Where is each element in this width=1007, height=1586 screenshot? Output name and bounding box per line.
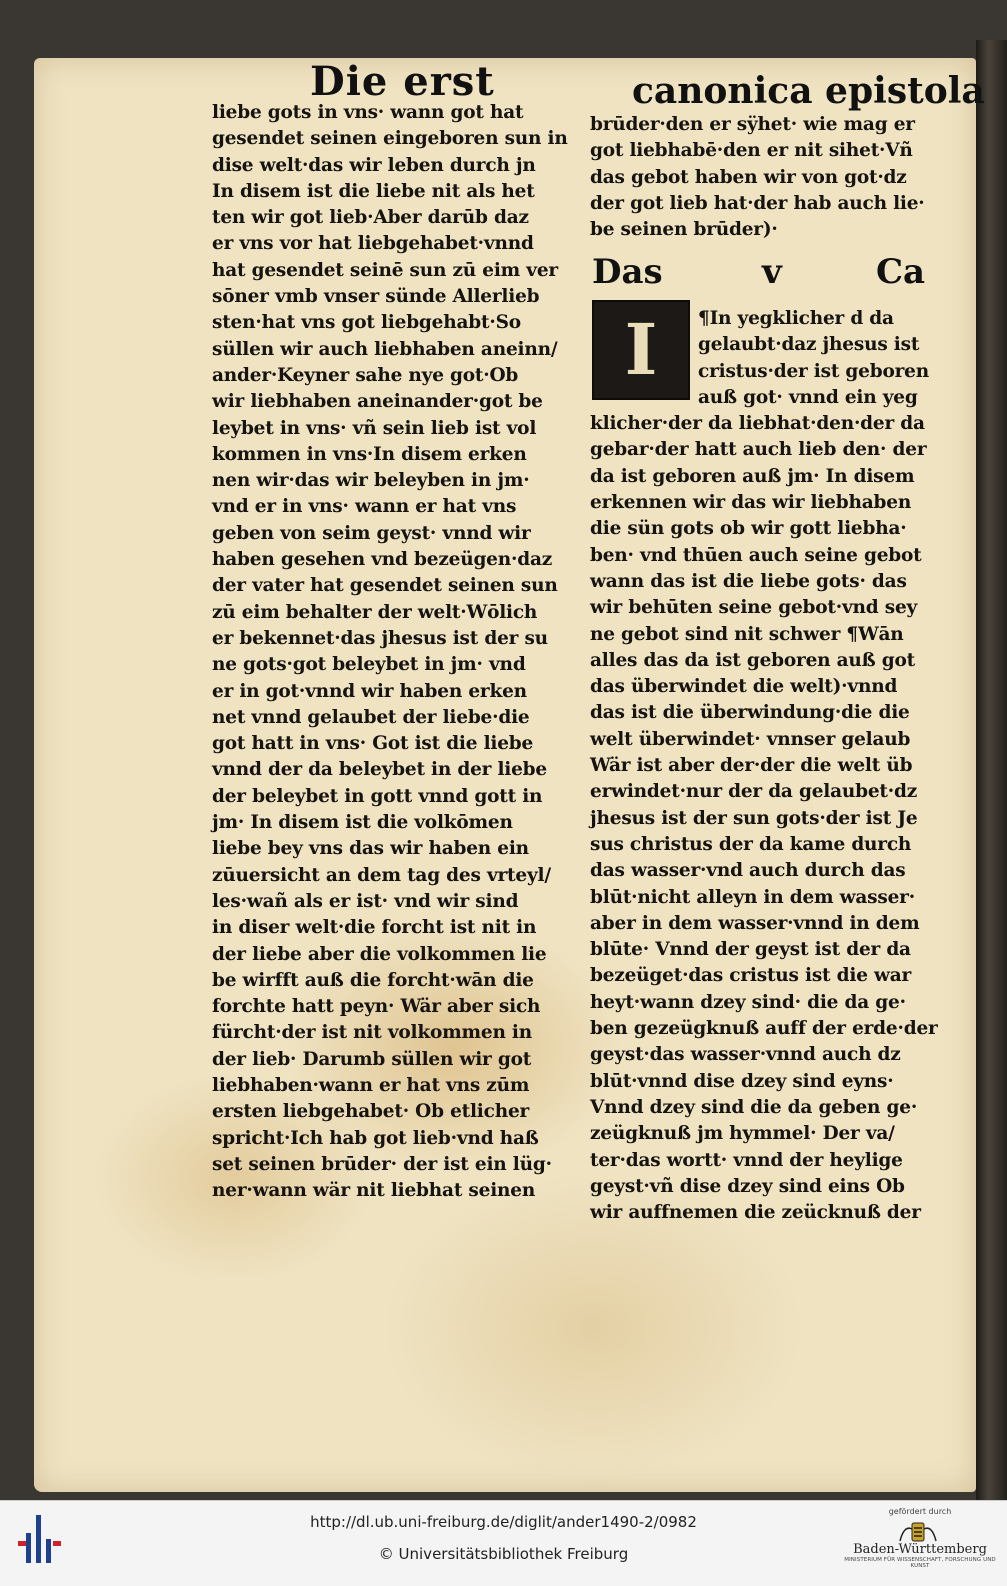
right-column-body-line: gebar·der hatt auch lieb den· der	[590, 439, 927, 461]
left-column-line: les·wañ als er ist· vnd wir sind	[212, 890, 519, 912]
left-column-line: fürcht·der ist nit volkommen in	[212, 1022, 533, 1044]
right-column-body-line: wir auffnemen die zeücknuß der	[590, 1202, 921, 1224]
state-crest-icon	[888, 1521, 948, 1545]
right-column-body-line: die sün gots ob wir gott liebha·	[590, 518, 907, 540]
right-column-body-line: zeügknuß jm hymmel· Der va/	[590, 1123, 895, 1145]
ministry-name: MINISTERIUM FÜR WISSENSCHAFT, FORSCHUNG UND KUNST	[844, 1557, 996, 1569]
right-column-body-line: klicher·der da liebhat·den·der da	[590, 413, 925, 435]
right-column-body-line: alles das da ist geboren auß got	[590, 649, 915, 671]
right-column-body-line: geyst·das wasser·vnnd auch dz	[590, 1044, 901, 1066]
right-column-body-line: welt überwindet· vnnser gelaub	[590, 728, 911, 750]
left-column-line: süllen wir auch liebhaben aneinn/	[212, 338, 558, 360]
right-column-body-line: Wär ist aber der·der die welt üb	[590, 755, 913, 777]
right-column-body-line: blūte· Vnnd der geyst ist der da	[590, 939, 911, 961]
left-column-line: er vns vor hat liebgehabet·vnnd	[212, 233, 534, 255]
chapter-heading-ca: Ca	[876, 252, 926, 292]
chapter-heading-das: Das	[592, 252, 663, 292]
left-column-line: ander·Keyner sahe nye got·Ob	[212, 364, 519, 386]
right-column-body-line: blūt·vnnd dise dzey sind eyns·	[590, 1070, 894, 1092]
left-column-line: nen wir·das wir beleyben in jm·	[212, 470, 530, 492]
right-column-body-line: ben· vnd thūen auch seine gebot	[590, 544, 922, 566]
right-column-body-line: erwindet·nur der da gelaubet·dz	[590, 781, 918, 803]
left-column-line: be wirfft auß die forcht·wān die	[212, 969, 534, 991]
right-column-body-line: wir behūten seine gebot·vnd sey	[590, 597, 918, 619]
right-column-body-line: da ist geboren auß jm· In disem	[590, 465, 915, 487]
funded-by-label: gefördert durch	[888, 1507, 952, 1516]
left-column-line: er in got·vnnd wir haben erken	[212, 680, 527, 702]
left-column-line: der lieb· Darumb süllen wir got	[212, 1048, 532, 1070]
right-column-body-line: jhesus ist der sun gots·der ist Je	[590, 807, 918, 829]
right-column-top-line: der got lieb hat·der hab auch lie·	[590, 192, 925, 214]
right-column-body-line: gelaubt·daz jhesus ist	[698, 334, 920, 356]
left-text-column	[212, 100, 577, 1204]
initial-letter: I	[624, 308, 658, 391]
left-column-line: ersten liebgehabet· Ob etlicher	[212, 1101, 530, 1123]
right-column-body-line: geyst·vñ dise dzey sind eins Ob	[590, 1175, 905, 1197]
right-column-body-line: aber in dem wasser·vnnd in dem	[590, 912, 920, 934]
copyright-notice: © Universitätsbibliothek Freiburg	[378, 1545, 629, 1563]
left-column-line: dise welt·das wir leben durch jn	[212, 154, 536, 176]
left-column-line: leybet in vns· vñ sein lieb ist vol	[212, 417, 537, 439]
running-header-left: Die erst	[310, 58, 495, 105]
page-url-link[interactable]: http://dl.ub.uni-freiburg.de/diglit/ander1490-2/0982	[310, 1513, 697, 1531]
left-column-line: vnd er in vns· wann er hat vns	[212, 496, 517, 518]
left-column-line: set seinen brūder· der ist ein lüg·	[212, 1153, 552, 1175]
left-column-line: forchte hatt peyn· Wär aber sich	[212, 996, 541, 1018]
left-column-line: got hatt in vns· Got ist die liebe	[212, 733, 534, 755]
left-column-line: geben von seim geyst· vnnd wir	[212, 522, 531, 544]
left-column-line: wir liebhaben aneinander·got be	[212, 391, 543, 413]
right-column-top-line: be seinen brūder)·	[590, 219, 778, 241]
left-column-line: spricht·Ich hab got lieb·vnd haß	[212, 1127, 539, 1149]
chapter-heading-number: v	[762, 252, 782, 292]
left-column-line: ner·wann wär nit liebhat seinen	[212, 1180, 536, 1202]
right-column-body-line: ter·das wortt· vnnd der heylige	[590, 1149, 903, 1171]
left-column-line: liebhaben·wann er hat vns zūm	[212, 1074, 530, 1096]
chapter-heading	[592, 252, 936, 298]
right-column-body-line: ne gebot sind nit schwer ¶Wān	[590, 623, 904, 645]
right-text-column-top	[590, 112, 940, 243]
left-column-line: er bekennet·das jhesus ist der su	[212, 627, 548, 649]
left-column-line: gesendet seinen eingeboren sun in	[212, 128, 568, 150]
left-column-line: der beleybet in gott vnnd gott in	[212, 785, 543, 807]
viewer-footer	[0, 1500, 1007, 1586]
left-column-line: hat gesendet seinē sun zū eim ver	[212, 259, 558, 281]
right-column-body-line: blūt·nicht alleyn in dem wasser·	[590, 886, 915, 908]
left-column-line: ten wir got lieb·Aber darūb daz	[212, 207, 529, 229]
right-column-top-line: got liebhabē·den er nit sihet·Vñ	[590, 140, 913, 162]
left-column-line: vnnd der da beleybet in der liebe	[212, 759, 547, 781]
left-column-line: sōner vmb vnser sünde Allerlieb	[212, 286, 540, 308]
right-column-body-line: das wasser·vnd auch durch das	[590, 860, 906, 882]
left-column-line: In disem ist die liebe nit als het	[212, 180, 535, 202]
book-spine	[976, 40, 1007, 1500]
right-text-column-body	[590, 306, 940, 1226]
left-column-line: sten·hat vns got liebgehabt·So	[212, 312, 521, 334]
left-column-line: der vater hat gesendet seinen sun	[212, 575, 558, 597]
funder-name: Baden-Württemberg	[853, 1542, 987, 1557]
right-column-body-line: das ist die überwindung·die die	[590, 702, 910, 724]
right-column-body-line: sus christus der da kame durch	[590, 833, 912, 855]
left-column-line: kommen in vns·In disem erken	[212, 443, 527, 465]
left-column-line: haben gesehen vnd bezeügen·daz	[212, 549, 553, 571]
right-column-body-line: das überwindet die welt)·vnnd	[590, 676, 898, 698]
right-column-body-line: Vnnd dzey sind die da geben ge·	[590, 1096, 918, 1118]
left-column-line: liebe bey vns das wir haben ein	[212, 838, 529, 860]
left-column-line: jm· In disem ist die volkōmen	[212, 812, 513, 834]
right-column-body-line: erkennen wir das wir liebhaben	[590, 492, 912, 514]
right-column-body-line: cristus·der ist geboren	[698, 360, 929, 382]
left-column-line: in diser welt·die forcht ist nit in	[212, 917, 537, 939]
left-column-line: zūuersicht an dem tag des vrteyl/	[212, 864, 551, 886]
left-column-line: zū eim behalter der welt·Wōlich	[212, 601, 538, 623]
left-column-line: liebe gots in vns· wann got hat	[212, 102, 524, 123]
right-column-top-line: das gebot haben wir von got·dz	[590, 166, 907, 188]
right-column-body-line: wann das ist die liebe gots· das	[590, 570, 907, 592]
right-column-top-line: brūder·den er sÿhet· wie mag er	[590, 114, 915, 135]
right-column-body-line: heyt·wann dzey sind· die da ge·	[590, 991, 906, 1013]
right-column-body-line: auß got· vnnd ein yeg	[698, 386, 918, 408]
right-column-body-line: ¶In yegklicher d da	[698, 308, 894, 329]
right-column-body-line: bezeüget·das cristus ist die war	[590, 965, 912, 987]
running-header-right: canonica epistola	[632, 70, 985, 112]
left-column-line: ne gots·got beleybet in jm· vnd	[212, 654, 526, 676]
left-column-line: net vnnd gelaubet der liebe·die	[212, 706, 530, 728]
left-column-line: der liebe aber die volkommen lie	[212, 943, 547, 965]
funder-block	[840, 1507, 1000, 1569]
right-column-body-line: ben gezeügknuß auff der erde·der	[590, 1018, 938, 1040]
